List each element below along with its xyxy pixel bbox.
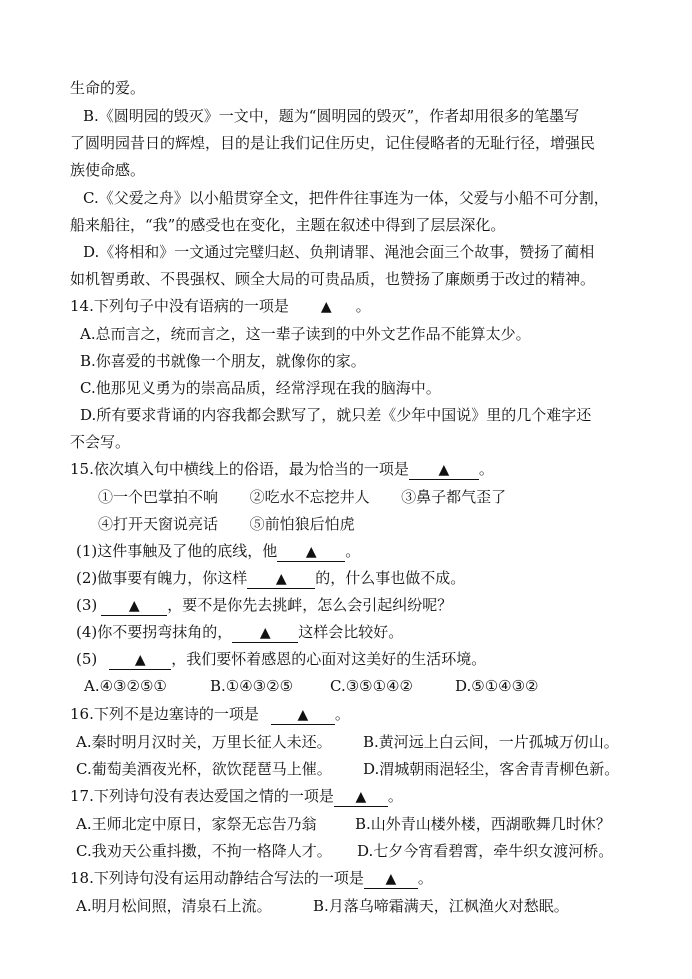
q17-option-c: C.我劝天公重抖擞，不拘一格降人才。 [76, 842, 332, 860]
q15-option-c: C.③⑤①④② [330, 677, 413, 695]
option-b-line-3: 族使命感。 [70, 161, 146, 179]
q14-option-d-line-2: 不会写。 [70, 433, 131, 451]
option-c-line-1: C.《父爱之舟》以小船贯穿全文，把件件往事连为一体，父爱与小船不可分割， [83, 189, 609, 207]
q18-stem: 18.下列诗句没有运用动静结合写法的一项是 ▲ 。 [70, 869, 433, 887]
q18-option-a: A.明月松间照，清泉石上流。 [76, 897, 272, 915]
q15-stem: 15.依次填入句中横线上的俗语，最为恰当的一项是 ▲ 。 [70, 460, 494, 478]
intro-line-0: 生命的爱。 [70, 79, 146, 97]
answer-blank: ▲ [409, 460, 479, 480]
q17-stem: 17.下列诗句没有表达爱国之情的一项是 ▲ 。 [70, 787, 403, 805]
answer-marker: ▲ [320, 299, 332, 315]
option-b-line-2: 了圆明园昔日的辉煌，目的是让我们记住历史，记住侵略者的无耻行径，增强民 [70, 134, 596, 152]
option-d-line-1: D.《将相和》一文通过完璧归赵、负荆请罪、渑池会面三个故事，赞扬了蔺相 [83, 243, 595, 261]
q14-option-c: C.他那见义勇为的崇高品质，经常浮现在我的脑海中。 [80, 379, 441, 397]
q15-sentence-5: (5) ▲ ，我们要怀着感恩的心面对这美好的生活环境。 [76, 650, 487, 668]
q17-option-b: B.山外青山楼外楼，西湖歌舞几时休？ [355, 815, 611, 833]
option-d-line-2: 如机智勇敢、不畏强权、顾全大局的可贵品质，也赞扬了廉颇勇于改过的精神。 [70, 270, 596, 288]
option-b-line-1: B.《圆明园的毁灭》一文中，题为“圆明园的毁灭”，作者却用很多的笔墨写 [83, 107, 580, 125]
option-c-line-2: 船来船往，“我”的感受也在变化，主题在叙述中得到了层层深化。 [70, 216, 506, 234]
q15-option-a: A.④③②⑤① [84, 677, 167, 695]
idiom-list-1: ①一个巴掌拍不响 ②吃水不忘挖井人 ③鼻子都气歪了 [98, 488, 507, 506]
q15-sentence-4: (4)你不要拐弯抹角的， ▲ 这样会比较好。 [76, 623, 404, 641]
q16-stem: 16.下列不是边塞诗的一项是 ▲ 。 [70, 705, 350, 723]
q15-option-d: D.⑤①④③② [455, 677, 539, 695]
q15-sentence-3: (3) ▲ ，要不是你先去挑衅，怎么会引起纠纷呢？ [76, 596, 453, 614]
q14-option-d-line-1: D.所有要求背诵的内容我都会默写了，就只差《少年中国说》里的几个难字还 [80, 406, 592, 424]
answer-blank: ▲ [109, 650, 171, 670]
q14-option-a: A.总而言之，统而言之，这一辈子读到的中外文艺作品不能算太少。 [80, 325, 531, 343]
q14-option-b: B.你喜爱的书就像一个朋友，就像你的家。 [80, 352, 366, 370]
q15-sentence-1: (1)这件事触及了他的底线，他 ▲ 。 [76, 542, 361, 560]
q17-option-a: A.王师北定中原日，家祭无忘告乃翁 [76, 815, 317, 833]
q14-stem: 14.下列句子中没有语病的一项是 ▲ 。 [70, 297, 371, 315]
q18-option-b: B.月落乌啼霜满天，江枫渔火对愁眠。 [313, 897, 569, 915]
answer-blank: ▲ [364, 869, 418, 889]
answer-blank: ▲ [271, 705, 335, 725]
q16-option-a: A.秦时明月汉时关，万里长征人未还。 [76, 733, 332, 751]
answer-blank: ▲ [232, 623, 298, 643]
answer-blank: ▲ [101, 596, 167, 616]
answer-blank: ▲ [277, 542, 345, 562]
q16-option-b: B.黄河远上白云间，一片孤城万仞山。 [363, 733, 619, 751]
q16-option-d: D.渭城朝雨浥轻尘，客舍青青柳色新。 [363, 760, 620, 778]
idiom-list-2: ④打开天窗说亮话 ⑤前怕狼后怕虎 [98, 515, 355, 533]
q15-sentence-2: (2)做事要有魄力，你这样 ▲ 的，什么事也做不成。 [76, 569, 466, 587]
answer-blank: ▲ [334, 787, 388, 807]
q16-option-c: C.葡萄美酒夜光杯，欲饮琵琶马上催。 [76, 760, 332, 778]
answer-blank: ▲ [247, 569, 315, 589]
q17-option-d: D.七夕今宵看碧霄，牵牛织女渡河桥。 [357, 842, 614, 860]
q15-option-b: B.①④③②⑤ [210, 677, 294, 695]
